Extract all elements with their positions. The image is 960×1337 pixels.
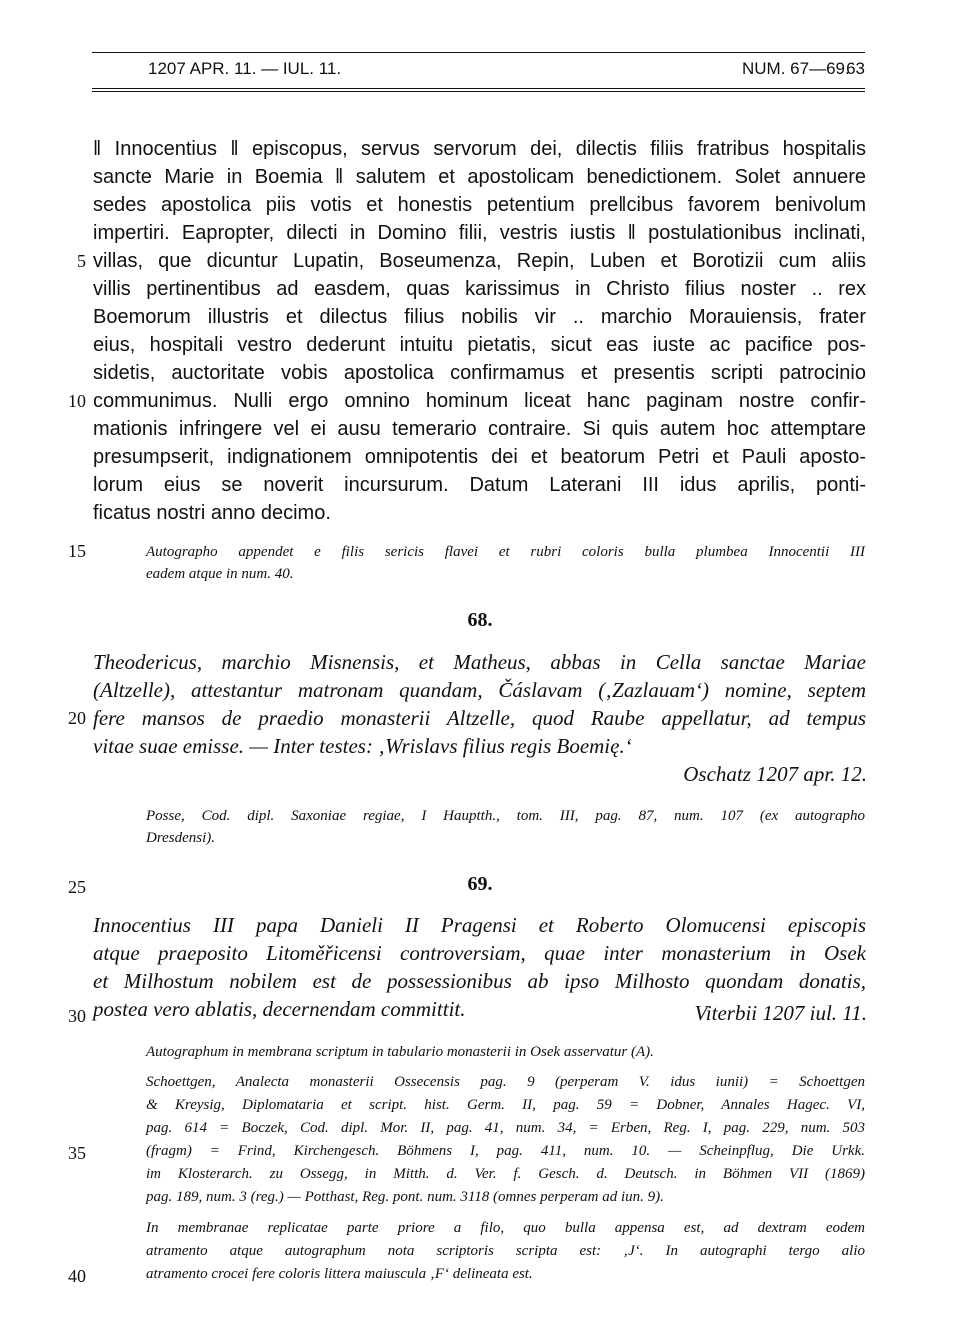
regest-line: Innocentius III papa Danieli II Pragensi et Roberto Olomucensi episcopis <box>93 913 866 937</box>
note-line: pag. 189, num. 3 (reg.) — Potthast, Reg. pont. num. 3118 (omnes perperam ad iun. 9). <box>146 1189 664 1205</box>
line-number: 40 <box>68 1266 86 1286</box>
note-line: eadem atque in num. 40. <box>146 566 294 582</box>
text-line: eius, hospitali vestro dederunt intuitu pietatis, sicut eas iuste ac pacifice pos- <box>93 334 866 356</box>
header-rule-bottom <box>92 88 865 89</box>
regest-line: et Milhostum nobilem est de possessionibus ab ipso Milhosto quondam donatis, <box>93 969 866 993</box>
header-date-range: 1207 APR. 11. — IUL. 11. <box>148 59 342 78</box>
text-line: lorum eius se noverit incursurum. Datum Laterani III idus aprilis, ponti- <box>93 474 866 496</box>
text-line: mationis infringere vel ei ausu temerario contraire. Si quis autem hoc attemptare <box>93 418 866 440</box>
regest-line: (Altzelle), attestantur matronam quandam, Čáslavam (‚Zazlauam‘) nomine, septem <box>93 678 866 702</box>
header-rule-bottom-2 <box>92 91 865 92</box>
note-line: Posse, Cod. dipl. Saxoniae regiae, I Hauptth., tom. III, pag. 87, num. 107 (ex autographo <box>146 808 865 824</box>
line-number: 15 <box>68 541 86 561</box>
regest-line: vitae suae emisse. — Inter testes: ‚Wrislavs filius regis Boemię.‘ <box>93 734 632 758</box>
line-number: 35 <box>68 1143 86 1163</box>
note-line: Dresdensi). <box>146 830 216 846</box>
line-number: 30 <box>68 1006 86 1026</box>
note-line: In membranae replicatae parte priore a filo, quo bulla appensa est, ad dextram eodem <box>146 1220 865 1236</box>
header-numbers: NUM. 67—69. <box>742 59 850 78</box>
line-number: 10 <box>68 391 86 411</box>
text-line: sancte Marie in Boemia ‖ salutem et apostolicam benedictionem. Solet annuere <box>93 166 866 188</box>
header-rule-top <box>92 52 865 53</box>
running-header <box>92 57 865 87</box>
doc69-place-date: Viterbii 1207 iul. 11. <box>694 1001 867 1025</box>
text-line: ficatus nostri anno decimo. <box>93 502 331 524</box>
line-number: 20 <box>68 708 86 728</box>
text-line: sedes apostolica piis votis et honestis petentium pre‖cibus favorem benivolum <box>93 194 866 216</box>
note-line: Autographum in membrana scriptum in tabulario monasterii in Osek asservatur (A). <box>146 1044 654 1060</box>
regest-line: atque praeposito Litoměřicensi controversiam, quae inter monasterium in Osek <box>93 941 866 965</box>
note-line: atramento crocei fere coloris littera maiuscula ‚F‘ delineata est. <box>146 1266 533 1282</box>
doc68-place-date: Oschatz 1207 apr. 12. <box>683 762 867 786</box>
note-line: (fragm) = Frind, Kirchengesch. Böhmens I, pag. 411, num. 10. — Scheinpflug, Die Urkk. <box>146 1143 865 1159</box>
text-line: impertiri. Eapropter, dilecti in Domino filii, vestris iustis ‖ postulationibus inclinati, <box>93 222 866 244</box>
text-line: presumpserit, indignationem omnipotentis dei et beatorum Petri et Pauli aposto- <box>93 446 866 468</box>
note-line: Autographo appendet e filis sericis flavei et rubri coloris bulla plumbea Innocentii III <box>146 544 865 560</box>
text-line: communimus. Nulli ergo omnino hominum liceat hanc paginam nostre confir- <box>93 390 866 412</box>
text-line: ‖ Innocentius ‖ episcopus, servus servorum dei, dilectis filiis fratribus hospitalis <box>93 138 866 160</box>
line-number: 25 <box>68 877 86 897</box>
doc69-number: 69. <box>467 873 493 895</box>
text-line: villis pertinentibus ad easdem, quas karissimus in Christo filius noster .. rex <box>93 278 866 300</box>
note-line: pag. 614 = Boczek, Cod. dipl. Mor. II, pag. 41, num. 34, = Erben, Reg. I, pag. 229, num. 503 <box>146 1120 865 1136</box>
note-line: atramento atque autographum nota scriptoris scripta est: ‚J‘. In autographi tergo alio <box>146 1243 865 1259</box>
header-page-number: 63 <box>846 59 865 78</box>
doc68-number: 68. <box>467 609 493 631</box>
note-line: & Kreysig, Diplomataria et script. hist. Germ. II, pag. 59 = Dobner, Annales Hagec. VI, <box>146 1097 865 1113</box>
regest-line: postea vero ablatis, decernendam committit. <box>93 997 466 1021</box>
line-number: 5 <box>77 251 86 271</box>
regest-line: Theodericus, marchio Misnensis, et Matheus, abbas in Cella sanctae Mariae <box>93 650 866 674</box>
text-line: villas, que dicuntur Lupatin, Boseumenza, Repin, Luben et Borotizii cum aliis <box>93 250 866 272</box>
note-line: Schoettgen, Analecta monasterii Ossecensis pag. 9 (perperam V. idus iunii) = Schoettgen <box>146 1074 865 1090</box>
regest-line: fere mansos de praedio monasterii Altzelle, quod Raube appellatur, ad tempus <box>93 706 866 730</box>
text-line: sidetis, auctoritate vobis apostolica confirmamus et presentis scripti patrocinio <box>93 362 866 384</box>
note-line: im Klosterarch. zu Ossegg, in Mitth. d. Ver. f. Gesch. d. Deutsch. in Böhmen VII (1869) <box>146 1166 865 1182</box>
text-line: Boemorum illustris et dilectus filius nobilis vir .. marchio Morauiensis, frater <box>93 306 866 328</box>
